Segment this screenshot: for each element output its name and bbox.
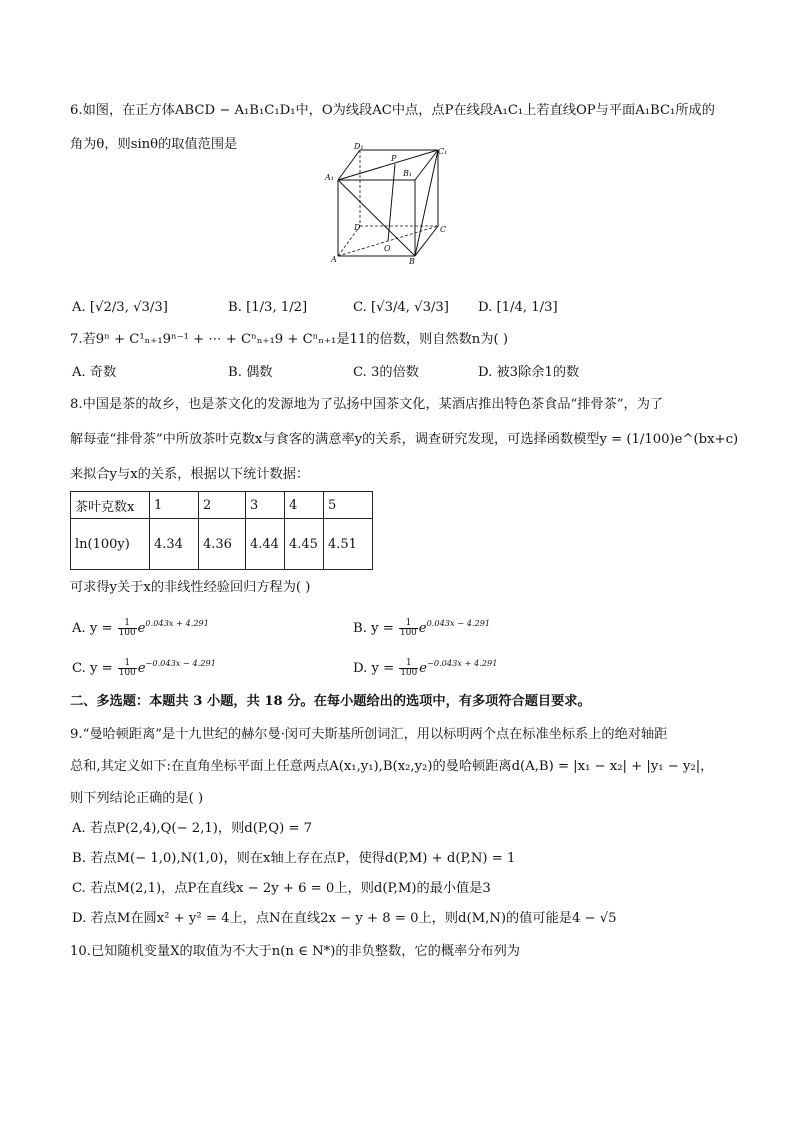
exp-base: e: [419, 661, 427, 676]
q9-line3: 则下列结论正确的是( ): [70, 791, 204, 806]
q8-option-a: [72, 614, 209, 638]
q7-option-c: C. 3的倍数: [353, 365, 419, 380]
label-b1: B₁: [403, 169, 413, 178]
q6-option-c: [353, 299, 449, 317]
q8-option-c-label: C. y =: [72, 661, 117, 676]
exponent: −0.043x + 4.291: [426, 658, 498, 668]
table-cell: 4: [285, 492, 324, 519]
fraction-num: 1: [118, 619, 137, 629]
table-cell: 4.51: [324, 519, 373, 570]
q8-option-a-label: A. y =: [72, 621, 117, 636]
q7-option-a: A. 奇数: [72, 365, 117, 380]
exponent: 0.043x − 4.291: [426, 618, 491, 628]
edge-a1-c1: [338, 150, 438, 180]
q6-option-d-value: [1/4, 1/3]: [496, 300, 558, 315]
segment-o-p: [388, 164, 395, 241]
q6-option-b-value: [1/3, 1/2]: [246, 300, 308, 315]
fraction-num: 1: [399, 619, 418, 629]
q6-option-c-label: C.: [353, 300, 372, 315]
q9-line1: 9.“曼哈顿距离”是十九世纪的赫尔曼·闵可夫斯基所创词汇，用以标明两个点在标准坐标系上的绝对轴距: [70, 727, 668, 742]
q9-option-d: D. 若点M在圆x² + y² = 4上，点N在直线2x − y + 8 = 0上，则d(M,N)的值可能是4 − √5: [72, 911, 617, 926]
table-cell: 茶叶克数x: [71, 492, 150, 519]
table-cell: 4.45: [285, 519, 324, 570]
edge-a1-d1: [338, 150, 360, 180]
section-header: 二、多选题：本题共 3 小题，共 18 分。在每小题给出的选项中，有多项符合题目要求。: [70, 694, 591, 709]
data-table: [70, 491, 373, 570]
q7-option-b: B. 偶数: [228, 365, 273, 380]
label-a: A: [331, 255, 337, 264]
q8-option-b: [353, 614, 490, 638]
table-row: [71, 492, 373, 519]
q6-option-d: [478, 299, 558, 317]
q6-option-a: [72, 299, 168, 317]
exponent: −0.043x − 4.291: [145, 658, 216, 668]
table-cell: 1: [150, 492, 199, 519]
q9-option-b: B. 若点M(− 1,0),N(1,0)，则在x轴上存在点P，使得d(P,M) + d(P,N) = 1: [72, 851, 516, 866]
q6-option-b-label: B.: [228, 300, 247, 315]
label-d: D: [354, 223, 361, 232]
edge-c1-b: [415, 150, 438, 256]
label-b: B: [409, 257, 415, 266]
table-cell: 3: [246, 492, 285, 519]
fraction: [399, 659, 418, 678]
fraction-den: 100: [118, 628, 136, 638]
q6-option-d-label: D.: [478, 300, 497, 315]
q8-line2: 解每壶“排骨茶”中所放茶叶克数x与食客的满意率y的关系，调查研究发现，可选择函数模型y = (1/100)e^(bx+c): [70, 432, 739, 447]
q6-option-c-value: [√3/4, √3/3]: [371, 300, 449, 315]
exp-base: e: [137, 661, 146, 676]
label-c: C: [440, 225, 447, 234]
q6-option-a-value: [√2/3, √3/3]: [89, 300, 168, 315]
table-cell: 4.34: [150, 519, 199, 570]
q8-line1: 8.中国是茶的故乡，也是茶文化的发源地为了弘扬中国茶文化，某酒店推出特色茶食品“排骨茶”，为了: [70, 397, 664, 412]
label-a1: A₁: [325, 173, 334, 182]
q6-option-b: [228, 299, 307, 317]
fraction: [118, 659, 137, 678]
q9-option-a: A. 若点P(2,4),Q(− 2,1)，则d(P,Q) = 7: [72, 821, 313, 836]
fraction: [118, 619, 137, 638]
label-d1: D₁: [354, 142, 364, 151]
q8-option-d: [353, 654, 497, 678]
q8-option-d-label: D. y =: [353, 661, 399, 676]
q6-option-a-label: A.: [72, 300, 90, 315]
label-o: O: [384, 244, 391, 253]
table-cell: 2: [199, 492, 246, 519]
q9-option-c: C. 若点M(2,1)，点P在直线x − 2y + 6 = 0上，则d(P,M)的最小值是3: [72, 881, 491, 896]
q8-line4: 可求得y关于x的非线性经验回归方程为( ): [70, 580, 311, 595]
exp-base: e: [418, 621, 427, 636]
q10-stem: 10.已知随机变量X的取值为不大于n(n ∈ N*)的非负整数，它的概率分布列为: [70, 944, 520, 959]
q8-option-c: [72, 654, 216, 678]
label-p: P: [391, 154, 397, 163]
cube-figure: [320, 140, 460, 266]
label-c1: C₁: [438, 147, 448, 156]
exp-base: e: [137, 621, 146, 636]
q6-line2: 角为θ，则sinθ的取值范围是: [70, 137, 238, 152]
fraction-den: 100: [400, 668, 418, 678]
table-cell: 4.36: [199, 519, 246, 570]
q7-option-d: D. 被3除余1的数: [478, 365, 580, 380]
fraction: [399, 619, 418, 638]
q6-line1: 6.如图，在正方体ABCD − A₁B₁C₁D₁中，O为线段AC中点，点P在线段A₁C₁上若直线OP与平面A₁BC₁所成的: [70, 103, 715, 118]
fraction-den: 100: [118, 668, 136, 678]
exponent: 0.043x + 4.291: [145, 618, 209, 628]
fraction-num: 1: [118, 659, 137, 669]
table-cell: 4.44: [246, 519, 285, 570]
table-row: [71, 519, 373, 570]
table-cell: ln(100y): [71, 519, 150, 570]
q8-line3: 来拟合y与x的关系，根据以下统计数据：: [70, 467, 310, 482]
fraction-den: 100: [399, 628, 417, 638]
fraction-num: 1: [399, 659, 418, 669]
q8-option-b-label: B. y =: [353, 621, 398, 636]
q9-line2: 总和,其定义如下:在直角坐标平面上任意两点A(x₁,y₁),B(x₂,y₂)的曼哈顿距离d(A,B) = |x₁ − x₂| + |y₁ − y₂|，: [70, 759, 714, 774]
q7-stem: 7.若9ⁿ + C¹ₙ₊₁9ⁿ⁻¹ + ⋯ + Cⁿₙ₊₁9 + Cⁿₙ₊₁是11的倍数，则自然数n为( ): [70, 332, 508, 347]
table-cell: 5: [324, 492, 373, 519]
